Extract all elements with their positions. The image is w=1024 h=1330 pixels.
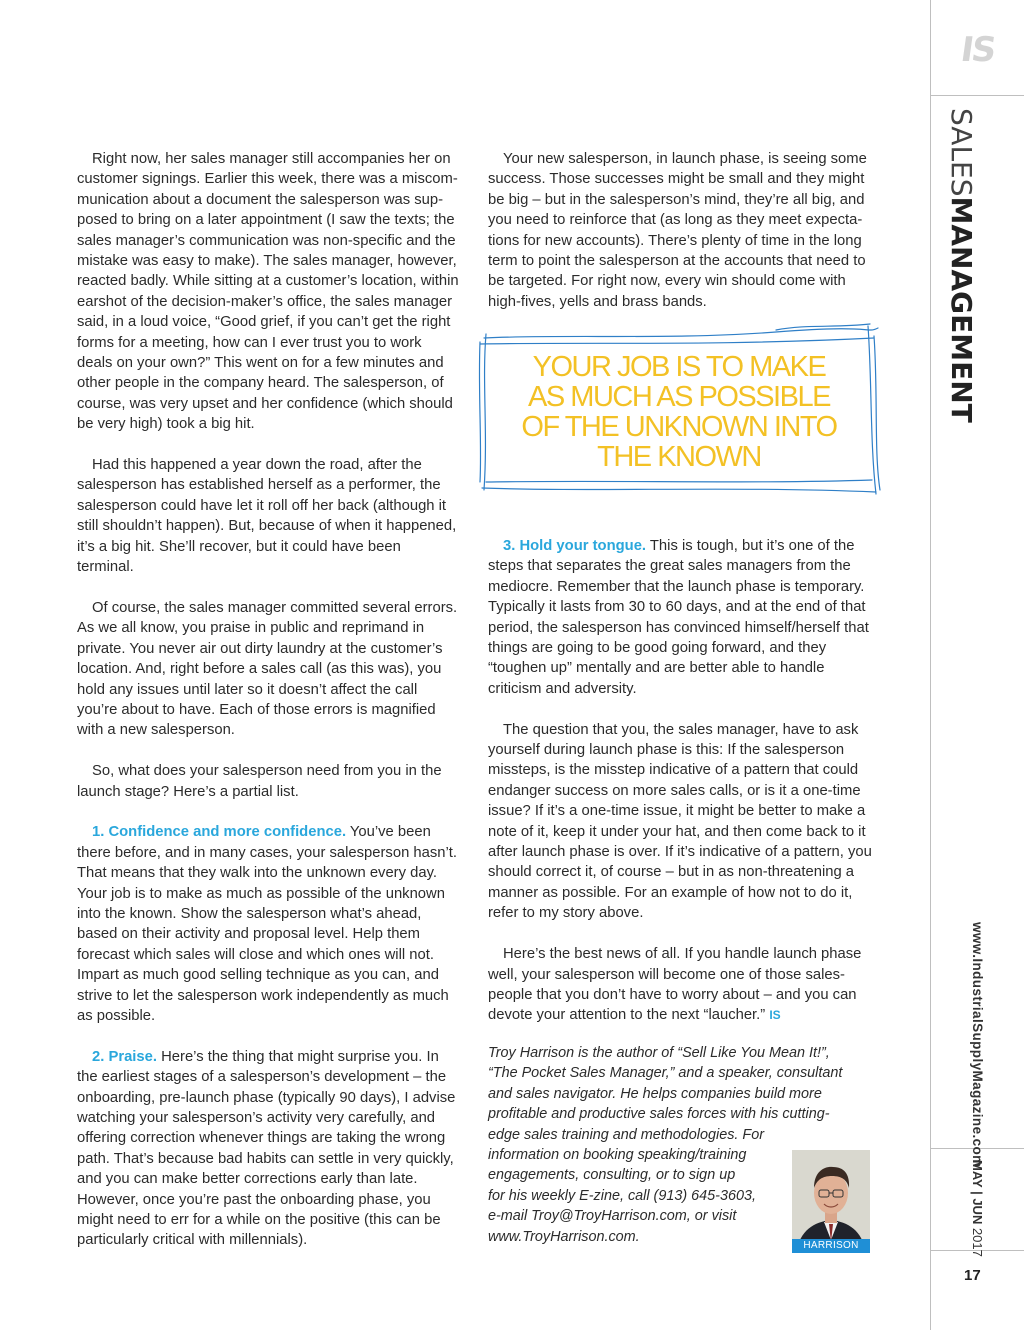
left-paragraph-5 <box>77 822 459 1026</box>
pull-quote-text <box>476 352 882 472</box>
right-paragraph-3: The question that you, the sales manager, have to ask yourself during launch phase is this: If the salesperson missteps, is the misstep indicative of a pattern that could endanger success on more sales calls, or is it a one-time issue? If it’s a one-time issue, it might be better to make a note of it, keep it under your hat, and then come back to it after launch phase is over. If it’s indicative of a pattern, you should correct it, of course – but in as non-threatening a manner as possible. For an example of how not to do it, refer to my story above. <box>488 721 872 922</box>
magazine-logo: IS <box>958 30 997 70</box>
end-mark-icon: IS <box>769 1008 781 1023</box>
tip-3-body: This is tough, but it’s one of the steps that separates the great sales managers from the mediocre. Remember that the launch phase is temporary. Typically it lasts from 30 to 60 days, and at the end of that period, the salesperson has convinced himself/herself that things are going to be good going forward, and they “toughen up” mentally and are better able to handle criticism and adversity. <box>488 538 869 697</box>
page-number: 17 <box>964 1267 981 1284</box>
closing-text: Here’s the best news of all. If you handle launch phase well, your salesperson will become one of those salespeople that you don’t have to worry about – and you can devote your attention to the next “laucher.” <box>488 946 862 1024</box>
pull-quote-line-4: THE KNOWN <box>597 441 761 473</box>
issue-months: MAY | JUN <box>970 1160 985 1225</box>
bio-line: “The Pocket Sales Manager,” and a speaker, consultant <box>488 1065 843 1082</box>
left-column <box>77 149 459 1271</box>
bio-line: edge sales training and methodologies. For <box>488 1126 764 1143</box>
tip-1-heading: 1. Confidence and more confidence. <box>92 824 347 841</box>
tip-3-heading: 3. Hold your tongue. <box>503 538 647 554</box>
pull-quote-line-3: OF THE UNKNOWN INTO <box>521 411 837 443</box>
left-paragraph-3: Of course, the sales manager committed several errors. As we all know, you praise in public and reprimand in private. You never air out dirty laundry at the customer’s location. And, right before a sales call (as this was), you hold any issues until later so it doesn’t affect the call you’re about to have. Each of those errors is magnified with a new salesperson. <box>77 599 458 739</box>
sidebar-divider <box>931 95 1024 96</box>
magazine-url: www.IndustrialSupplyMagazine.com <box>970 922 985 1168</box>
right-paragraph-4 <box>488 944 872 1026</box>
tip-2-body: Here’s the thing that might surprise you. In the earliest stages of a salesperson’s development – the onboarding, pre-launch phase (typically 90 days), I advise watching your salesperson’s activity very carefully, and offering correction whenever things are taking the wrong path. That’s because bad habits can settle in very quickly, and you can make better corrections early than late. However, once you’re past the onboarding phase, you might need to err for a while on the positive (this can be particularly critical with millennials). <box>77 1048 456 1249</box>
bio-line: information on booking speaking/training <box>488 1147 747 1164</box>
right-column-bottom <box>488 536 872 1046</box>
left-paragraph-2: Had this happened a year down the road, after the salesperson has established herself as a performer, the salesperson could have let it roll off her back (although it still shouldn’t happen). But, because of when it happened, it’s a big hit. She’ll recover, but it could have been terminal. <box>77 457 457 576</box>
pull-quote-line-2: AS MUCH AS POSSIBLE <box>528 381 830 413</box>
bio-line: and sales navigator. He helps companies build more <box>488 1085 822 1102</box>
left-paragraph-1: Right now, her sales manager still accompanies her on customer signings. Earlier this week, there was a miscommunication about a document the salesperson was supposed to bring on a later appointment (I saw the texts; the sales manager’s communication was non-specific and the mistake was easy to make). The sales manager, however, reacted badly. While sitting at a customer’s location, within earshot of the decision-maker’s office, the sales manager said, in a loud voice, “Good grief, if you can’t get the right forms for a meeting, how can I ever trust you to work deals on your own?” This went on for a few minutes and other people in the company heard. The salesperson, of course, was very upset and her confidence (which should be very high) took a big hit. <box>77 151 459 433</box>
issue-date <box>970 1160 985 1257</box>
pull-quote-line-1: YOUR JOB IS TO MAKE <box>532 351 826 383</box>
section-title-light: SALES <box>945 108 978 197</box>
tip-1-body: You’ve been there before, and in many cases, your salesperson hasn’t. That means that they walk into the unknown every day. Your job is to make as much as possible of the unknown into the known. Show the salesperson what’s ahead, based on their activity and proposal level. Help them forecast which sales will close and which ones will not. Impart as much good selling technique as you can, and strive to let the salesperson work independently as much as possible. <box>77 824 458 1024</box>
bio-line: engagements, consulting, or to sign up <box>488 1167 736 1184</box>
bio-line: www.TroyHarrison.com. <box>488 1228 640 1245</box>
author-portrait-icon <box>792 1150 870 1253</box>
pull-quote <box>476 322 882 498</box>
left-paragraph-6 <box>77 1047 459 1251</box>
right-paragraph-1: Your new salesperson, in launch phase, is seeing some success. Those successes might be small and they might be big – but in the salesperson’s mind, they’re all big, and you need to reinforce that (as long as they meet expectations for new accounts). There’s plenty of time in the long term to point the salesperson at the accounts that need to be targeted. For right now, every win should come with high-fives, yells and brass bands. <box>488 151 867 310</box>
tip-2-heading: 2. Praise. <box>92 1048 157 1065</box>
left-paragraph-4: So, what does your salesperson need from you in the launch stage? Here’s a partial list. <box>77 763 442 800</box>
issue-year: 2017 <box>970 1227 985 1257</box>
author-photo <box>792 1150 870 1253</box>
bio-line: profitable and productive sales forces with his cutting- <box>488 1106 830 1123</box>
photo-caption: HARRISON <box>792 1239 870 1253</box>
bio-line: for his weekly E-zine, call (913) 645-3603, <box>488 1187 756 1204</box>
right-column-top <box>488 149 872 333</box>
bio-line: e-mail Troy@TroyHarrison.com, or visit <box>488 1208 737 1225</box>
bio-line: Troy Harrison is the author of “Sell Like You Mean It!”, <box>488 1045 830 1061</box>
section-title-heavy: MANAGEMENT <box>945 196 978 423</box>
section-title <box>943 108 985 423</box>
right-paragraph-2 <box>488 536 872 699</box>
